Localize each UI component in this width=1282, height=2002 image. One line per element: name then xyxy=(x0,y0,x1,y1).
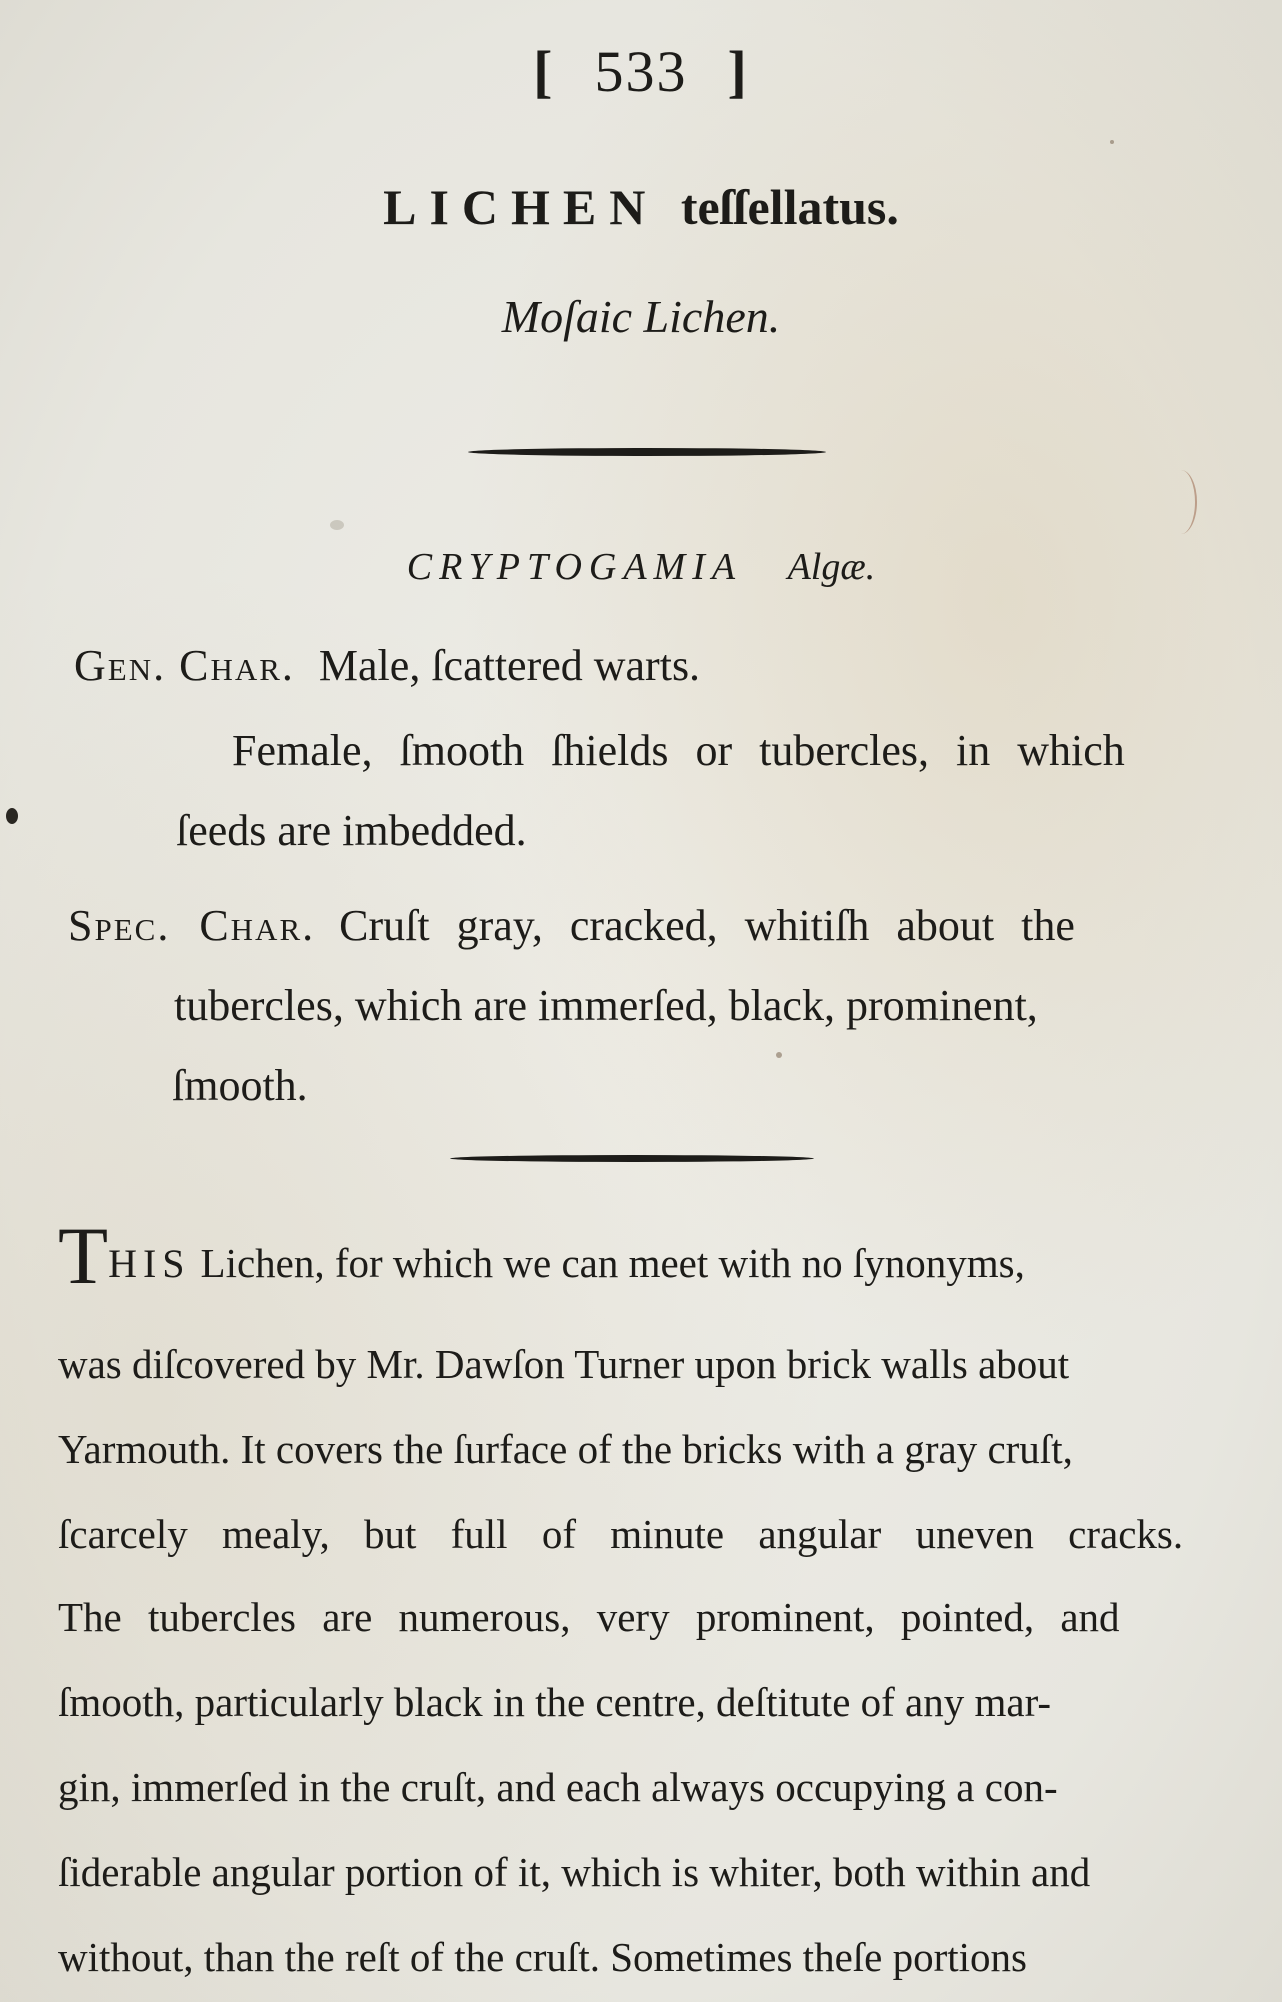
body-text-line: ſcarcely mealy, but full of minute angular uneven cracks. xyxy=(58,1511,1184,1557)
page-number-value: 533 xyxy=(594,39,688,104)
ink-blot xyxy=(6,808,18,824)
common-name: Moſaic Lichen. xyxy=(501,291,781,342)
generic-character-label: Gen. Char. xyxy=(74,641,295,690)
classification-heading xyxy=(0,545,1282,589)
specific-character-label: Spec. Char. xyxy=(68,901,316,950)
body-text-line: was diſcovered by Mr. Dawſon Turner upon brick walls about xyxy=(58,1341,1070,1387)
lead-capitals: HIS xyxy=(108,1241,191,1286)
right-bracket: ] xyxy=(727,39,749,104)
body-text-line: The tubercles are numerous, very prominent, pointed, and xyxy=(58,1594,1120,1640)
genus-name: LICHEN xyxy=(383,179,659,235)
drop-cap: T xyxy=(58,1210,109,1301)
species-title xyxy=(0,178,1282,236)
classification-order: Algæ. xyxy=(787,546,876,588)
page-number xyxy=(0,38,1282,105)
paper-speck xyxy=(776,1052,782,1058)
left-bracket: [ xyxy=(533,39,555,104)
species-epithet: teſſellatus. xyxy=(680,179,899,235)
body-text-first-line: Lichen, for which we can meet with no ſynonyms, xyxy=(200,1240,1025,1286)
generic-character-text: Male, ſcattered warts. xyxy=(318,641,701,690)
paper-speck xyxy=(1110,140,1114,144)
body-text-line: ſiderable angular portion of it, which is whiter, both within and xyxy=(58,1849,1091,1895)
generic-character-line: ſeeds are imbedded. xyxy=(176,806,527,855)
generic-character-line xyxy=(74,640,700,691)
paper-speck xyxy=(330,520,344,530)
body-text-line: without, than the reſt of the cruſt. Sometimes theſe portions xyxy=(58,1934,1028,1980)
body-text-line: gin, immerſed in the cruſt, and each always occupying a con- xyxy=(58,1764,1058,1810)
specific-character-line xyxy=(68,900,1075,951)
divider-rule xyxy=(468,448,826,456)
body-text-line: Yarmouth. It covers the ſurface of the bricks with a gray cruſt, xyxy=(58,1426,1073,1472)
specific-character-text: Cruſt gray, cracked, whitiſh about the xyxy=(339,901,1075,950)
body-text-line: ſmooth, particularly black in the centre, deſtitute of any mar- xyxy=(58,1679,1052,1725)
specific-character-line: ſmooth. xyxy=(172,1061,308,1110)
body-text-line xyxy=(58,1210,1025,1301)
paper-hair-mark xyxy=(1165,470,1197,534)
classification-class: CRYPTOGAMIA xyxy=(406,546,743,588)
specific-character-line: tubercles, which are immerſed, black, prominent, xyxy=(174,981,1038,1030)
generic-character-line: Female, ſmooth ſhields or tubercles, in which xyxy=(232,726,1125,775)
divider-rule xyxy=(450,1155,814,1162)
